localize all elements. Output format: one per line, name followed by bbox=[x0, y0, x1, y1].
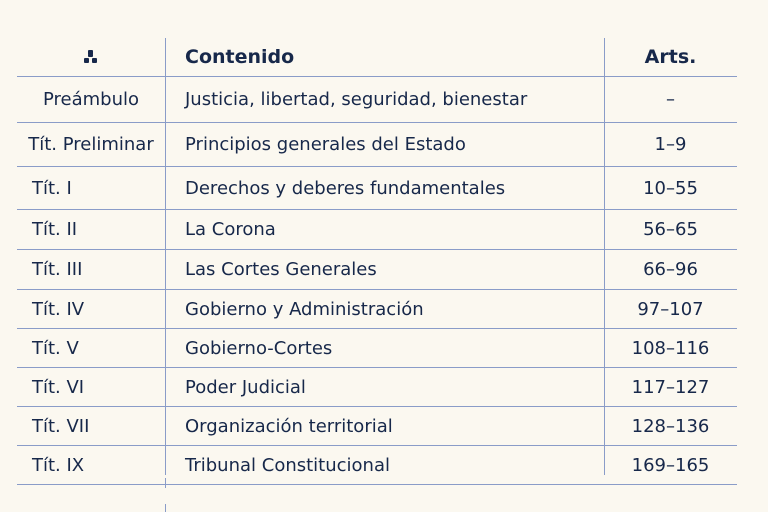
column-divider-1-tail-2 bbox=[165, 504, 166, 512]
row-section: Tít. IX bbox=[32, 454, 85, 476]
row-arts: 97–107 bbox=[637, 298, 704, 320]
table-row bbox=[17, 290, 737, 329]
table-row bbox=[17, 329, 737, 368]
header-arts: Arts. bbox=[644, 46, 697, 68]
row-arts: 10–55 bbox=[643, 177, 698, 199]
constitution-table bbox=[17, 38, 737, 485]
row-content: La Corona bbox=[185, 219, 276, 240]
row-section: Tít. VI bbox=[32, 376, 85, 398]
row-arts: 169–165 bbox=[631, 454, 710, 476]
row-section: Preámbulo bbox=[42, 89, 140, 110]
plus-grid-icon bbox=[84, 50, 98, 64]
row-content: Gobierno y Administración bbox=[185, 298, 424, 320]
row-section: Tít. III bbox=[32, 259, 83, 280]
row-content: Las Cortes Generales bbox=[185, 259, 377, 280]
row-content: Organización territorial bbox=[185, 415, 393, 437]
table-row bbox=[17, 123, 737, 167]
row-content: Derechos y deberes fundamentales bbox=[185, 177, 506, 199]
table-row bbox=[17, 368, 737, 407]
row-arts: 66–96 bbox=[643, 259, 698, 280]
row-arts: 108–116 bbox=[631, 337, 710, 359]
row-arts: 56–65 bbox=[643, 219, 698, 240]
row-section: Tít. VII bbox=[32, 415, 90, 437]
table-row bbox=[17, 167, 737, 210]
row-section: Tít. V bbox=[32, 337, 79, 359]
row-arts: 128–136 bbox=[631, 415, 710, 437]
table-row bbox=[17, 250, 737, 290]
row-content: Gobierno-Cortes bbox=[185, 337, 333, 359]
header-contenido: Contenido bbox=[185, 46, 295, 68]
row-content: Principios generales del Estado bbox=[185, 134, 466, 155]
row-content: Justicia, libertad, seguridad, bienestar bbox=[185, 89, 528, 110]
table-header-row bbox=[17, 38, 737, 77]
header-icon-cell bbox=[17, 38, 165, 76]
row-arts: 117–127 bbox=[631, 376, 710, 398]
row-section: Tít. I bbox=[32, 177, 72, 199]
table-row bbox=[17, 77, 737, 123]
row-section: Tít. II bbox=[32, 219, 78, 240]
table-row bbox=[17, 407, 737, 446]
table-row bbox=[17, 210, 737, 250]
row-arts: 1–9 bbox=[654, 134, 687, 155]
row-section: Tít. Preliminar bbox=[28, 134, 154, 155]
row-content: Tribunal Constitucional bbox=[185, 454, 390, 476]
row-arts: – bbox=[666, 89, 675, 110]
row-section: Tít. IV bbox=[32, 298, 85, 320]
table-row bbox=[17, 446, 737, 485]
row-content: Poder Judicial bbox=[185, 376, 306, 398]
